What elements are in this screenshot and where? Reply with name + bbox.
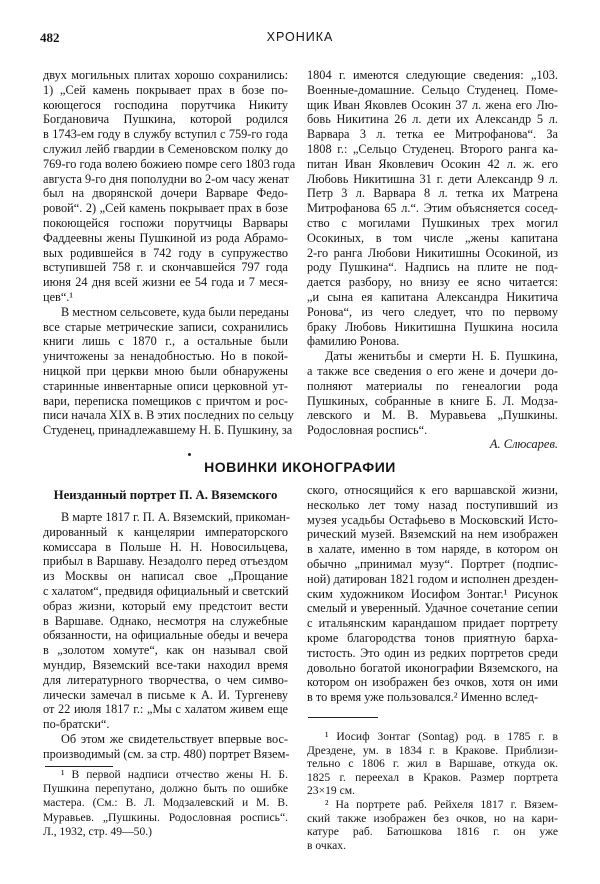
text-line: прибыл в Варшаву. Незадолго перед отъездом (43, 554, 288, 569)
paragraph (307, 483, 558, 705)
text-line: В марте 1817 г. П. А. Вяземский, прикоман- (61, 510, 290, 524)
text-line: ¹ Иосиф Зонтаг (Sontag) род. в 1785 г. в (325, 730, 558, 743)
text-line: Митрофанова 65 л.“. Этим объясняется сосед- (307, 201, 558, 216)
text-line: в халате, именно в том наряде, в котором он (307, 542, 558, 557)
text-line: был на дворянской дочери Варваре Федо- (43, 186, 288, 201)
text-line: цев“.¹ (43, 289, 74, 304)
text-line: Студенец, принадлежавшему Н. Б. Пушкину, за (43, 423, 293, 438)
text-line: для литературного творчества, о чем симво- (43, 672, 288, 687)
text-line: Варвара 3 л. тетка ее Митрофанова“. За (307, 127, 558, 142)
text-line: несколько лет тому назад поступивший из (307, 497, 558, 512)
text-line: Даты женитьбы и смерти Н. Б. Пушкина, (325, 349, 558, 364)
text-line: браку Любовь Никитишна Пушкина носила (307, 319, 558, 334)
page-number: 482 (40, 30, 60, 45)
text-line: довольно богатой иконографии Вяземского, на (307, 660, 558, 675)
text-line: Родословная роспись“. (307, 423, 428, 438)
text-line: фамилию Ронова. (307, 334, 400, 349)
text-line: двух могильных плитах хорошо сохранились: (43, 68, 288, 82)
text-line: Муравьев. „Пушкины. Родословная роспись“. (43, 810, 288, 824)
paragraph (307, 730, 558, 798)
text-line: коющегося господина порутчика Никиту (43, 97, 288, 112)
text-line: с итальянским карандашом придает портрету (307, 616, 558, 631)
text-line: Богдановича Пушкина, которой родился (43, 112, 288, 127)
text-line: ² На портрете раб. Рейхеля 1817 г. Вязем- (325, 797, 558, 811)
text-line: из Москвы он написал свое „Прощание (43, 569, 288, 584)
text-line: Об этом же свидетельствует впервые вос- (61, 731, 288, 746)
paragraph (307, 349, 558, 438)
paragraph (43, 732, 288, 762)
text-line: ¹ В первой надписи отчество жены Н. Б. (61, 768, 288, 781)
text-line: июня 24 дня всей жизни ее 54 года и 7 меся- (43, 275, 288, 290)
text-line: „и сына ея капитана Александра Никитича (307, 289, 558, 304)
text-line: лически замечал в письме к А. И. Тургеневу (43, 687, 288, 702)
text-line: Ронова“, из чего следует, что по первому (307, 304, 558, 319)
article-title: Неизданный портрет П. А. Вяземского (53, 488, 278, 502)
text-line: по-братски“. (43, 717, 110, 732)
text-line: рический музей. Вяземский на нем изображен (307, 527, 558, 542)
text-line: ство с могилами Пушкиных трех могил (307, 215, 558, 230)
text-line: бовь Никитина 26 л. дети их Александр 5 л. (307, 112, 558, 127)
running-title: ХРОНИКА (266, 30, 334, 44)
text-line: ского, относящийся к его варшавской жизни, (307, 483, 558, 497)
text-line: левского и М. В. Муравьева „Пушкины. (307, 408, 558, 423)
footnote-rule-right (308, 717, 378, 718)
text-line: дается разбору, но внизу ее ясно читается: (307, 275, 558, 290)
text-line: Петр 3 л. Варвара 8 л. тетка их Матрена (307, 186, 558, 201)
text-line: тельно с 1806 г. жил в Варшаве, откуда ок. (307, 757, 558, 771)
text-line: 1804 г. имеются следующие сведения: „103. (307, 68, 558, 82)
text-line: Военные-домашние. Сельцо Студенец. Поме- (307, 82, 558, 97)
text-line: вари, переписка помещиков с причтом и рос- (43, 393, 288, 408)
paragraph (307, 68, 558, 349)
text-line: Любовь Никитишна 31 г. дети Александр 9 л. (307, 171, 558, 186)
text-line: кроме благородства тонов приятную барха- (307, 630, 558, 645)
text-line: старинные инвентарные описи церковной ут- (43, 378, 288, 393)
paragraph (43, 510, 288, 732)
text-line: Фаддеевны жены Пушкиной из рода Абрамо- (43, 230, 288, 245)
text-line: щик Иван Яковлев Осокин 37 л. жена его Лю- (307, 97, 558, 112)
text-line: Пушкиных, собранные в книге Б. Л. Модза- (307, 393, 558, 408)
text-line: Пушкина перепутано, должно быть по ошибке (43, 782, 288, 796)
author-signature: А. Слюсарев. (489, 437, 558, 451)
text-line: вступившей 758 г. и скончавшейся 797 года (43, 260, 288, 275)
text-line: ский также изображен без очков, но на кари- (307, 811, 558, 825)
left-column-bottom (43, 510, 288, 762)
text-line: дированный к канцелярии императорского (43, 524, 288, 539)
paragraph (43, 768, 288, 839)
text-line: 769-го года волею божиею помре сего 1803 года (43, 156, 296, 171)
text-line: покоющейся госпожи порутчицы Варвары (43, 215, 288, 230)
right-column-top (307, 68, 558, 438)
footnote-rule-left (45, 766, 113, 767)
section-title: НОВИНКИ ИКОНОГРАФИИ (204, 459, 396, 475)
text-line: мундир, Вяземский все-таки находил время (43, 657, 288, 672)
text-line: 1825 г. переехал в Краков. Размер портрета (307, 770, 558, 784)
text-line: Дрездене, ум. в 1834 г. в Кракове. Приблизи- (307, 743, 558, 757)
text-line: служил лейб гвардии в Семеновском полку до (43, 141, 288, 156)
text-line: 1) „Сей камень покрывает прах в бозе по- (43, 82, 288, 97)
text-line: писи начала XIX в. В этих последних по сельцу (43, 408, 294, 423)
text-line: в Варшаве. Однако, несмотря на служебные (43, 613, 288, 628)
text-line: В местном сельсовете, куда были переданы (61, 304, 289, 319)
text-line: уничтожены за ненадобностью. Но в покой- (43, 349, 288, 364)
left-column-top (43, 68, 296, 438)
paragraph (43, 68, 296, 305)
text-line: обычно „принимал музу“. Портрет (подпис- (307, 556, 558, 571)
text-line: обязанности, на официальные обеды и вечера (43, 628, 288, 643)
text-line: ной) датирован 1821 годом и исполнен дрезден- (307, 571, 559, 586)
right-column-bottom (307, 483, 558, 705)
text-line: роду Пушкина“. Надпись на плите не под- (307, 260, 558, 275)
text-line: книги лишь с 1870 г., а остальные были (43, 334, 288, 349)
text-line: с халатом“, предвидя официальный и светский (43, 583, 289, 598)
text-line: все старые метрические записи, сохранились (43, 319, 288, 334)
footnotes-right (307, 730, 558, 852)
text-line: ским художником Иосифом Зонтаг.¹ Рисунок (307, 586, 558, 601)
text-line: а также все сведения о его жене и дочери до- (307, 363, 558, 378)
text-line: полняют материалы по генеалогии рода (307, 378, 558, 393)
text-line: в то время уже пользовался.² Именно вслед- (307, 690, 539, 705)
text-line: образ жизни, который ему предстоит вести (43, 598, 288, 613)
text-line: катуре раб. Батюшкова 1816 г. он уже (307, 825, 558, 839)
text-line: тистость. Это один из редких портретов среди (307, 645, 558, 660)
text-line: 1808 г.: „Сельцо Студенец. Второго ранга ка- (307, 141, 558, 156)
text-line: 23×19 см. (307, 784, 356, 798)
text-line: питан Иван Яковлевич Осокин 42 л. ж. его (307, 156, 558, 171)
text-line: мастера. (См.: В. Л. Модзалевский и М. В. (43, 796, 288, 810)
text-line: производимый (см. за стр. 480) портрет Вязем- (43, 746, 290, 761)
footnotes-left (43, 768, 288, 839)
text-line: августа 9-го дня пополудни во 2-ом часу женат (43, 171, 290, 186)
text-line: от 22 июля 1817 г.: „Мы с халатом живем еще (43, 702, 288, 717)
paragraph (43, 304, 294, 438)
text-line: 2-го ранга Любови Никитишны Осокиной, из (307, 245, 558, 260)
text-line: комиссара в Польше Н. Н. Новосильцева, (43, 539, 288, 554)
separator-dot (188, 453, 191, 456)
text-line: Осокиных, в том числе „жены капитана (307, 230, 558, 245)
text-line: в очках. (307, 838, 346, 852)
text-line: в 1743-ем году в службу вступил с 759-го года (43, 127, 288, 142)
text-line: Л., 1932, стр. 49—50.) (43, 824, 153, 838)
paragraph (307, 798, 558, 852)
text-line: ровой“. 2) „Сей камень покрывает прах в бозе (43, 201, 288, 216)
text-line: котором он изображен без очков, хотя он ими (307, 675, 558, 690)
text-line: вых родившейся в 742 году в супружество (43, 245, 288, 260)
text-line: смелый и уверенный. Удачное сочетание сепии (307, 601, 558, 616)
text-line: в „золотом хомуте“, как он называл свой (43, 643, 288, 658)
text-line: ницкой при церкви мною были обнаружены (43, 363, 288, 378)
text-line: музея усадьбы Остафьево в Московский Исто- (307, 512, 558, 527)
